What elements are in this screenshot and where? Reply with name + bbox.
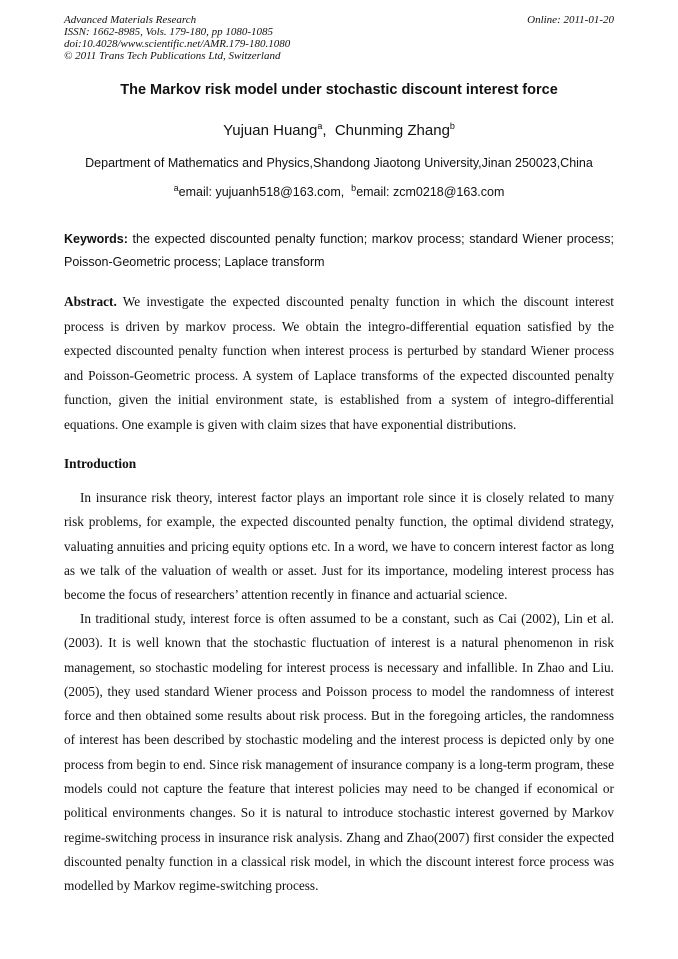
- copyright-line: © 2011 Trans Tech Publications Ltd, Switzerland: [64, 50, 281, 62]
- author-line: [0, 122, 678, 139]
- journal-name: Advanced Materials Research: [64, 14, 197, 26]
- email-address: email: zcm0218@163.com: [356, 185, 505, 199]
- affiliation-mark: a: [317, 121, 323, 131]
- email-mark: b: [351, 182, 357, 193]
- body-paragraph: In traditional study, interest force is often assumed to be a constant, such as Cai (2002), Lin et al.(2003). It is well known that the stochastic fluctuation of interest is a natural phenomenon in risk management, so stochastic modeling for interest process is necessary and infallible. In Zhao and Liu.(2005), they used standard Wiener process and Poisson process to model the randomness of interest force and then obtained some results about risk process. But in the foregoing articles, the randomness of interest has been described by stochastic modeling and the interest process is depicted only by one process from begin to end. Since risk management of insurance company is a long-term program, these models could not capture the feature that interest policies may need to be changed if economical or political environments changes. So it is natural to introduce stochastic interest governed by Markov regime-switching process in insurance risk analysis. Zhang and Zhao(2007) first consider the expected discounted penalty function in a classical risk model, in which the discount interest force process was modelled by Markov regime-switching process.: [64, 611, 614, 894]
- body-paragraph: In insurance risk theory, interest factor plays an important role since it is closely related to many risk problems, for example, the expected discounted penalty function, the optimal dividend strategy, valuating annuities and pricing equity options etc. In a word, we have to concern interest factor as long as we talk of the valuation of wealth or asset. Just for its importance, modeling interest process has become the focus of researchers’ attention recently in finance and actuarial science.: [64, 490, 614, 603]
- affiliation-mark: b: [449, 121, 455, 131]
- author-name: Yujuan Huang: [223, 122, 318, 139]
- issn-line: ISSN: 1662-8985, Vols. 179-180, pp 1080-1085: [64, 26, 273, 38]
- doi-line: doi:10.4028/www.scientific.net/AMR.179-180.1080: [64, 38, 291, 50]
- section-heading: Introduction: [64, 456, 137, 471]
- keywords-text: the expected discounted penalty function; markov process; standard Wiener process; Poisson-Geometric process; Laplace transform: [64, 232, 614, 269]
- journal-header: [64, 14, 290, 62]
- email-line: [0, 182, 678, 199]
- paper-title: The Markov risk model under stochastic discount interest force: [120, 82, 558, 98]
- abstract-text: We investigate the expected discounted penalty function in which the discount interest process is driven by markov process. We obtain the integro-differential equation satisfied by the expected discounted penalty function when interest process is perturbed by standard Wiener process and Poisson-Geometric process. A system of Laplace transforms of the expected discounted penalty function, given the initial environment state, is established from a system of integro-differential equations. One example is given with claim sizes that have exponential distributions.: [64, 294, 614, 432]
- affiliation: Department of Mathematics and Physics,Shandong Jiaotong University,Jinan 250023,China: [85, 156, 593, 170]
- online-date: Online: 2011-01-20: [527, 14, 614, 26]
- keywords-label: Keywords:: [64, 232, 128, 246]
- author-separator: ,: [322, 122, 335, 139]
- email-address: email: yujuanh518@163.com,: [178, 185, 345, 199]
- abstract: [64, 290, 614, 437]
- email-mark: a: [173, 182, 179, 193]
- keywords: [64, 228, 614, 274]
- abstract-label: Abstract.: [64, 294, 117, 309]
- author-name: Chunming Zhang: [334, 122, 450, 139]
